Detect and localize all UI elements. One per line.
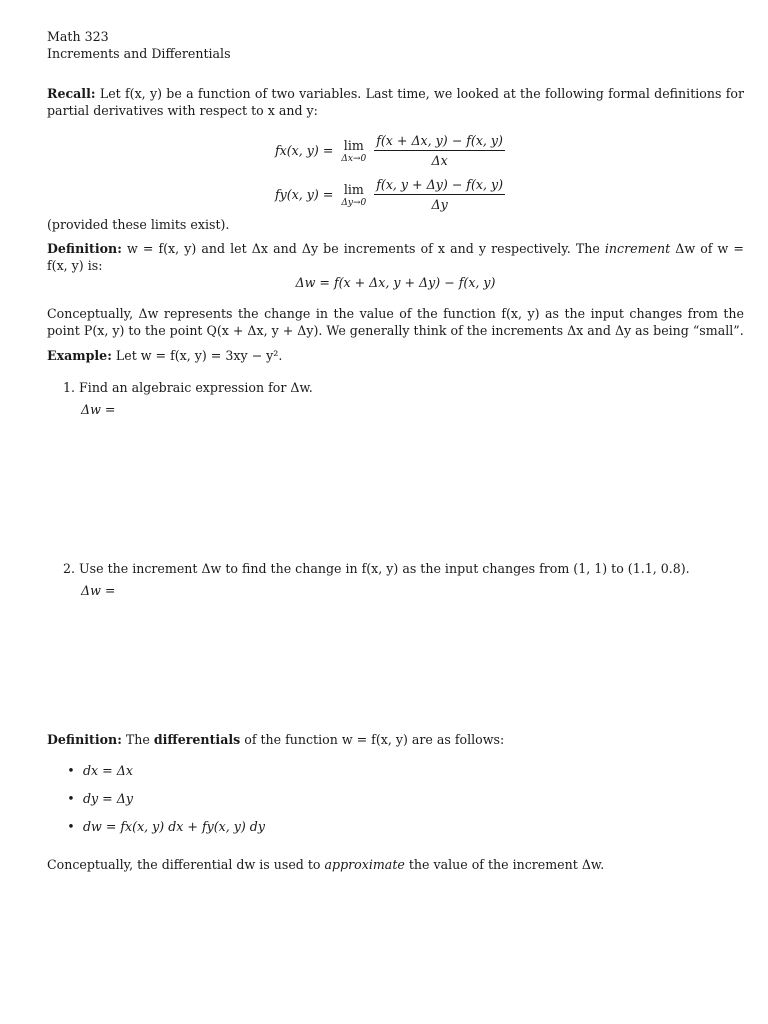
partial-y-lim-word: lim xyxy=(343,182,364,197)
problem-text-1: Find an algebraic expression for Δw. xyxy=(79,380,313,395)
definition-differentials xyxy=(47,731,744,748)
answer-line-1: Δw = xyxy=(81,402,116,417)
recall-paragraph xyxy=(47,85,744,119)
partial-x-numerator: f(x + Δx, y) − f(x, y) xyxy=(374,132,505,151)
definition-increment xyxy=(47,240,744,274)
bullet-dot-icon: • xyxy=(67,791,75,806)
recall-text: Let f(x, y) be a function of two variables. Last time, we looked at the following formal definitions for partial derivatives with respect to x and y: xyxy=(47,86,744,118)
problem-item-2 xyxy=(63,560,744,577)
partial-x-lim-sub: Δx→0 xyxy=(341,154,367,164)
partial-x-lhs: fx(x, y) = xyxy=(275,143,334,158)
definition-text-b: Δw of w = f(x, y) is: xyxy=(47,241,744,273)
partial-x-limit xyxy=(341,137,366,164)
partial-y-lhs: fy(x, y) = xyxy=(275,187,334,202)
bullet-dot-icon: • xyxy=(67,763,75,778)
concept2-text-a: Conceptually, the differential dw is used to xyxy=(47,857,321,872)
example-label: Example: xyxy=(47,348,112,363)
partial-y-equation xyxy=(275,176,505,213)
bullet-text-2: dy = Δy xyxy=(83,791,133,806)
provided-note: (provided these limits exist). xyxy=(47,217,230,232)
example-line xyxy=(47,347,744,364)
partial-x-equation xyxy=(275,132,505,169)
bullet-text-3: dw = fx(x, y) dx + fy(x, y) dy xyxy=(83,819,265,834)
definition-label: Definition: xyxy=(47,241,122,256)
problem-text-2: Use the increment Δw to find the change in f(x, y) as the input changes from (1, 1) to (1.1, 0.8). xyxy=(79,561,690,576)
definition2-text-b: of the function w = f(x, y) are as follows: xyxy=(244,732,505,747)
example-text: Let w = f(x, y) = 3xy − y². xyxy=(115,348,283,363)
definition2-text-a: The xyxy=(125,732,150,747)
increment-equation: Δw = f(x + Δx, y + Δy) − f(x, y) xyxy=(295,275,496,290)
partial-x-denominator: Δx xyxy=(431,153,448,168)
definition-text-a: w = f(x, y) and let Δx and Δy be increments of x and y respectively. The xyxy=(126,241,600,256)
increment-term: increment xyxy=(604,241,671,256)
concept-differential-paragraph xyxy=(47,856,744,873)
course-title: Math 323 xyxy=(47,29,109,44)
topic-title: Increments and Differentials xyxy=(47,46,231,61)
concept-increment-paragraph: Conceptually, Δw represents the change in the value of the function f(x, y) as the input changes from the point P(x, y) to the point Q(x + Δx, y + Δy). We generally think of the increments Δx and Δy as being “small”. xyxy=(47,306,744,338)
problem-number-1: 1. xyxy=(63,380,76,395)
partial-y-numerator: f(x, y + Δy) − f(x, y) xyxy=(374,176,505,195)
partial-x-lim-word: lim xyxy=(343,138,364,153)
bullet-text-1: dx = Δx xyxy=(83,763,133,778)
bullet-dot-icon: • xyxy=(67,819,75,834)
concept2-text-b: the value of the increment Δw. xyxy=(408,857,605,872)
partial-y-lim-sub: Δy→0 xyxy=(341,198,367,208)
differentials-term: differentials xyxy=(153,732,241,747)
definition2-label: Definition: xyxy=(47,732,122,747)
answer-line-2: Δw = xyxy=(81,583,116,598)
partial-y-denominator: Δy xyxy=(431,197,448,212)
partial-y-fraction xyxy=(374,176,505,213)
problem-number-2: 2. xyxy=(63,561,76,576)
recall-label: Recall: xyxy=(47,86,96,101)
partial-x-fraction xyxy=(374,132,505,169)
partial-y-limit xyxy=(341,181,366,208)
problem-item-1 xyxy=(63,379,744,396)
approximate-term: approximate xyxy=(324,857,405,872)
